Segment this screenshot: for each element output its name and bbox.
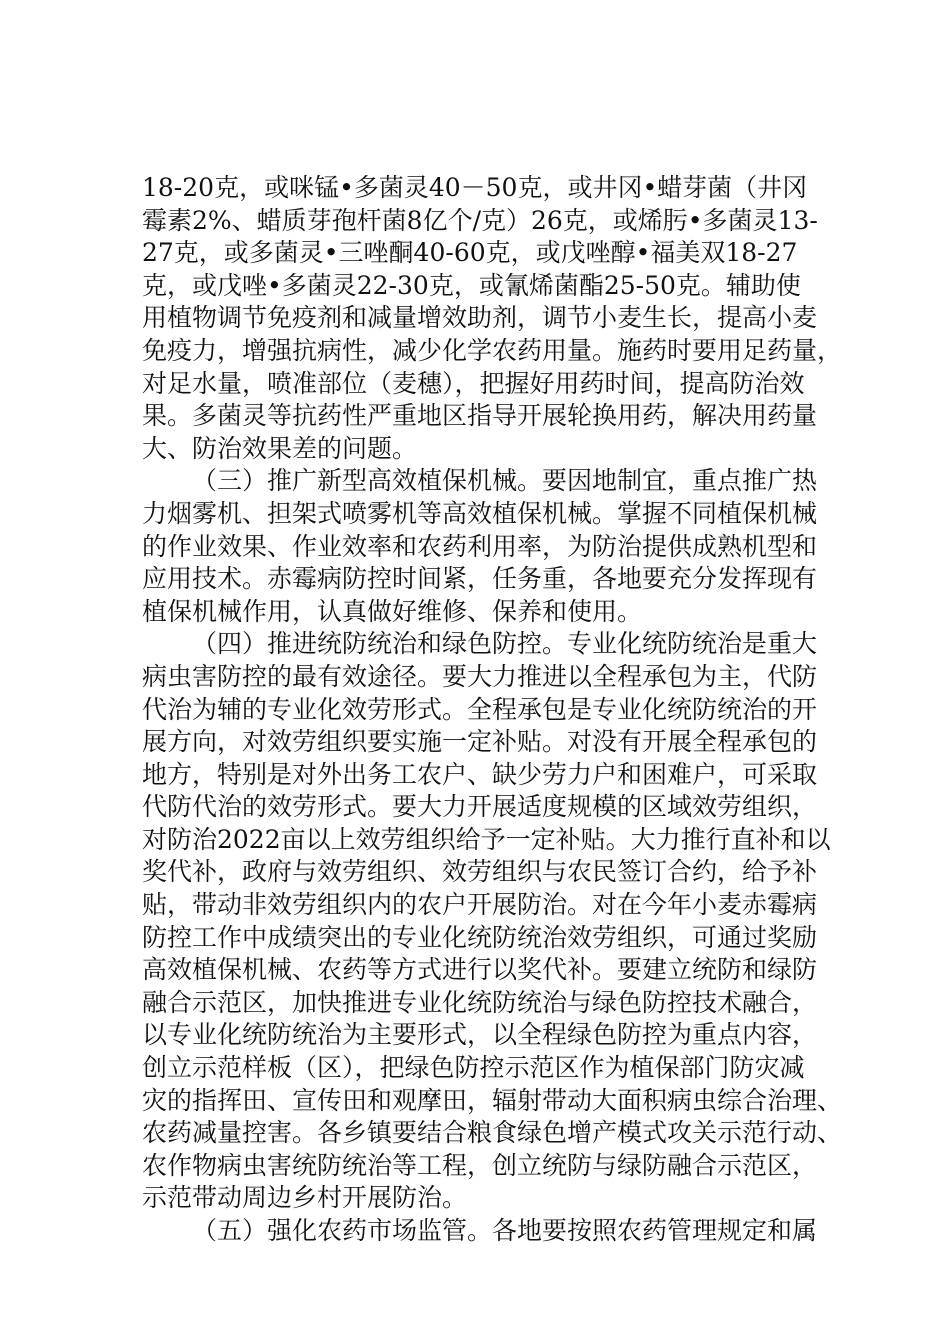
section-heading-line: （五）强化农药市场监管。各地要按照农药管理规定和属 bbox=[192, 1216, 818, 1245]
text-line: 病虫害防控的最有效途径。要大力推进以全程承包为主，代防 bbox=[142, 661, 818, 691]
text-line: 对防治2022亩以上效劳组织给予一定补贴。大力推行直补和以 bbox=[142, 824, 831, 854]
section-heading-line: （四）推进统防统治和绿色防控。专业化统防统治是重大 bbox=[192, 629, 818, 659]
text-line: 农作物病虫害统防统治等工程，创立统防与绿防融合示范区， bbox=[142, 1150, 818, 1180]
text-line: 免疫力，增强抗病性，减少化学农药用量。施药时要用足药量， bbox=[142, 335, 843, 365]
text-line: 创立示范样板（区），把绿色防控示范区作为植保部门防灾减 bbox=[142, 1053, 805, 1083]
text-line: 以专业化统防统治为主要形式，以全程绿色防控为重点内容， bbox=[142, 1020, 818, 1050]
text-line: 农药减量控害。各乡镇要结合粮食绿色增产模式攻关示范行动、 bbox=[142, 1118, 843, 1148]
text-line: 用植物调节免疫剂和减量增效助剂，调节小麦生长，提高小麦 bbox=[142, 303, 818, 333]
text-line: 霉素2%、蜡质芽孢杆菌8亿个/克）26克，或烯肟•多菌灵13- bbox=[142, 205, 818, 235]
text-line: 果。多菌灵等抗药性严重地区指导开展轮换用药，解决用药量 bbox=[142, 401, 818, 431]
text-line: 代治为辅的专业化效劳形式。全程承包是专业化统防统治的开 bbox=[142, 694, 818, 724]
text-line: 对足水量，喷准部位（麦穗），把握好用药时间，提高防治效 bbox=[142, 368, 805, 398]
text-line: 融合示范区，加快推进专业化统防统治与绿色防控技术融合， bbox=[142, 987, 818, 1017]
body-text bbox=[142, 172, 843, 1248]
text-line: 应用技术。赤霉病防控时间紧，任务重，各地要充分发挥现有 bbox=[142, 564, 818, 594]
text-line: 的作业效果、作业效率和农药利用率，为防治提供成熟机型和 bbox=[142, 531, 818, 561]
text-line: 高效植保机械、农药等方式进行以奖代补。要建立统防和绿防 bbox=[142, 955, 818, 985]
text-line: 植保机械作用，认真做好维修、保养和使用。 bbox=[142, 596, 643, 626]
text-line: 代防代治的效劳形式。要大力开展适度规模的区域效劳组织， bbox=[142, 792, 818, 822]
text-line: 贴，带动非效劳组织内的农户开展防治。对在今年小麦赤霉病 bbox=[142, 890, 818, 920]
text-line: 灾的指挥田、宣传田和观摩田，辐射带动大面积病虫综合治理、 bbox=[142, 1085, 843, 1115]
text-line: 示范带动周边乡村开展防治。 bbox=[142, 1183, 468, 1213]
text-line: 力烟雾机、担架式喷雾机等高效植保机械。掌握不同植保机械 bbox=[142, 498, 818, 528]
text-line: 27克，或多菌灵•三唑酮40-60克，或戊唑醇•福美双18-27 bbox=[142, 238, 798, 268]
text-line: 防控工作中成绩突出的专业化统防统治效劳组织，可通过奖励 bbox=[142, 922, 818, 952]
section-heading-line: （三）推广新型高效植保机械。要因地制宜，重点推广热 bbox=[192, 466, 818, 496]
text-line: 奖代补，政府与效劳组织、效劳组织与农民签订合约，给予补 bbox=[142, 857, 818, 887]
text-line: 18-20克，或咪锰•多菌灵40－50克，或井冈•蜡芽菌（井冈 bbox=[142, 173, 808, 202]
text-line: 展方向，对效劳组织要实施一定补贴。对没有开展全程承包的 bbox=[142, 727, 818, 757]
text-line: 克，或戊唑•多菌灵22-30克，或氰烯菌酯25-50克。辅助使 bbox=[142, 270, 801, 300]
text-line: 地方，特别是对外出务工农户、缺少劳力户和困难户，可采取 bbox=[142, 759, 818, 789]
text-line: 大、防治效果差的问题。 bbox=[142, 433, 418, 463]
